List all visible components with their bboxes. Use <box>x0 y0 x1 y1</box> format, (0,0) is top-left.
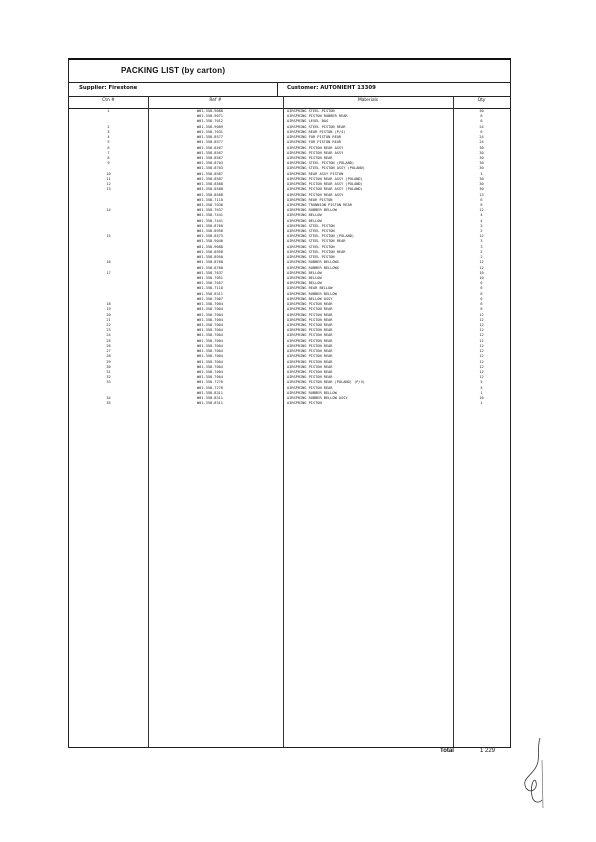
cell-material: AIRSPRING BELLOW <box>287 213 322 218</box>
cell-carton: 28 <box>106 354 111 359</box>
cell-ref: W01-358-8588 <box>197 192 223 197</box>
cell-material: AIRSPRING REAR PISTON (P/4) <box>287 129 346 134</box>
cell-ref: W01-358-7051 <box>197 276 223 280</box>
cell-ref: W01-358-7004 <box>197 375 223 380</box>
cell-qty: 12 <box>479 349 484 354</box>
cell-material: AIRSPRING PISTON REAR <box>287 349 333 354</box>
cell-carton: 30 <box>106 364 111 369</box>
cell-material: AIRSPRING RUBBER BELLOW <box>287 390 337 395</box>
cell-qty: 3 <box>480 244 483 249</box>
cell-ref: W01-358-9088 <box>197 244 223 249</box>
cell-ref: W01-358-7441 <box>197 213 223 218</box>
cell-carton: 10 <box>106 171 111 176</box>
table-body <box>69 109 510 406</box>
cell-ref: W01-358-8311 <box>197 396 223 401</box>
cell-qty: 12 <box>479 333 484 338</box>
cell-ref: W01-358-8311 <box>197 390 223 395</box>
cell-carton: 32 <box>106 375 111 380</box>
cell-ref: W01-358-8567 <box>197 155 223 160</box>
cell-ref: W01-358-9088 <box>197 109 223 113</box>
cell-material: AIRSPRING STEEL PISTON <box>287 229 335 234</box>
cell-ref: W01-358-7441 <box>197 218 223 223</box>
cell-qty: 6 <box>480 307 483 312</box>
cell-qty: 24 <box>479 135 484 140</box>
cell-qty: 12 <box>479 369 484 374</box>
cell-material: AIRSPRING STEEL PISTON <box>287 255 335 260</box>
cell-carton: 8 <box>107 155 110 160</box>
cell-carton: 22 <box>106 322 111 327</box>
document-title: PACKING LIST (by carton) <box>121 66 226 75</box>
cell-ref: W01-358-7004 <box>197 343 223 348</box>
cell-qty: 12 <box>479 208 484 213</box>
cell-qty: 6 <box>480 197 483 202</box>
cell-carton: 4 <box>107 135 110 140</box>
cell-qty: 12 <box>479 265 484 270</box>
signature <box>512 730 552 810</box>
cell-ref: W01-358-8950 <box>197 255 223 260</box>
cell-material: AIRSPRING PISTON REAR ASSY <box>287 150 344 155</box>
cell-qty: 6 <box>480 286 483 291</box>
cell-carton: 34 <box>106 396 111 401</box>
cell-carton: 18 <box>106 302 111 307</box>
cell-material: AIRSPRING STEEL PISTON (POLAND) <box>287 161 355 166</box>
cell-ref: W01-358-7004 <box>197 354 223 359</box>
cell-ref: W01-358-7057 <box>197 281 223 286</box>
total-label: Total <box>440 748 454 754</box>
cell-ref: W01-358-8588 <box>197 182 223 187</box>
cell-ref: W01-358-8567 <box>197 145 223 150</box>
cell-ref: W01-358-7004 <box>197 328 223 333</box>
cell-qty: 5 <box>480 385 483 390</box>
cell-qty: 2 <box>480 249 483 254</box>
cell-qty: 30 <box>479 166 484 171</box>
cell-qty: 30 <box>479 182 484 187</box>
cell-qty: 12 <box>479 343 484 348</box>
cell-material: AIRSPRING PISTON REAR <box>287 312 333 317</box>
cell-ref: W01-358-8577 <box>197 140 223 145</box>
cell-material: AIRSPRING PISTON REAR ASSY (POLAND) <box>287 176 363 181</box>
cell-carton: 19 <box>106 307 111 312</box>
supplier-customer-row <box>69 82 510 97</box>
cell-material: AIRSPRING STEEL PISTON <box>287 223 335 228</box>
cell-carton: 17 <box>106 270 111 275</box>
cell-qty: 1 <box>480 401 483 406</box>
cell-carton: 3 <box>107 129 110 134</box>
cell-qty: 12 <box>479 375 484 380</box>
cell-ref: W01-358-7004 <box>197 364 223 369</box>
cell-ref: W01-358-8311 <box>197 291 223 296</box>
cell-ref: W01-358-7004 <box>197 359 223 364</box>
cell-qty: 12 <box>479 260 484 265</box>
cell-material: AIRSPRING BELLOW ASSY <box>287 296 333 301</box>
cell-qty: 6 <box>480 114 483 119</box>
cell-material: AIRSPRING PISTON RUBBER REAR <box>287 114 348 119</box>
cell-qty: 4 <box>480 218 483 223</box>
cell-qty: 30 <box>479 176 484 181</box>
cell-material: AIRSPRING RUBBER BELLOW ASSY <box>287 396 348 401</box>
cell-qty: 10 <box>479 270 484 275</box>
cell-material: AIRSPRING PISTON REAR <box>287 354 333 359</box>
cell-qty: 2 <box>480 223 483 228</box>
cell-qty: 1 <box>480 171 483 176</box>
header-carton: Ctn # <box>102 98 115 103</box>
cell-carton: 13 <box>106 187 111 192</box>
cell-material: AIRSPRING STEEL PISTON REAR <box>287 249 346 254</box>
header-ref: Ref # <box>209 98 222 103</box>
cell-qty: 12 <box>479 338 484 343</box>
cell-ref: W01-358-8567 <box>197 150 223 155</box>
cell-ref: W01-358-7012 <box>197 119 223 124</box>
cell-material: AIRSPRING PISTON REAR <box>287 307 333 312</box>
cell-qty: 30 <box>479 161 484 166</box>
cell-carton: 16 <box>106 260 111 265</box>
table-header <box>69 96 510 109</box>
title-row <box>69 60 510 83</box>
cell-material: AIRSPRING PISTON REAR <box>287 302 333 307</box>
cell-carton: 31 <box>106 369 111 374</box>
cell-carton: 21 <box>106 317 111 322</box>
cell-qty: 5 <box>480 380 483 385</box>
cell-carton: 6 <box>107 145 110 150</box>
cell-ref: W01-358-7637 <box>197 270 223 275</box>
cell-material: AIRSPRING PISTON REAR ASSY (POLAND) <box>287 187 363 192</box>
cell-material: AIRSPRING PISTON REAR <box>287 155 333 160</box>
cell-material: AIRSPRING STEEL PISTON REAR <box>287 124 346 129</box>
cell-material: AIRSPRING PISTON REAR <box>287 359 333 364</box>
cell-material: AIRSPRING PISTON REAR <box>287 338 333 343</box>
cell-ref: W01-358-7118 <box>197 286 223 291</box>
cell-qty: 24 <box>479 124 484 129</box>
cell-material: AIRSPRING RUBBER BELLOW <box>287 291 337 296</box>
cell-qty: 6 <box>480 291 483 296</box>
cell-qty: 6 <box>480 119 483 124</box>
cell-carton: 33 <box>106 380 111 385</box>
cell-ref: W01-358-7004 <box>197 302 223 307</box>
cell-qty: 12 <box>479 234 484 239</box>
cell-qty: 6 <box>480 302 483 307</box>
cell-material: AIRSPRING BELLOW <box>287 218 322 223</box>
cell-ref: W01-358-7004 <box>197 307 223 312</box>
cell-material: AIRSPRING STEEL PISTON ASSY (POLAND) <box>287 166 365 171</box>
cell-carton: 5 <box>107 140 110 145</box>
total-value: 1 229 <box>480 748 496 754</box>
cell-ref: W01-358-8575 <box>197 234 223 239</box>
cell-ref: W01-358-8703 <box>197 161 223 166</box>
cell-ref: W01-358-7270 <box>197 385 223 390</box>
cell-material: AIRSPRING PISTON REAR <box>287 369 333 374</box>
cell-ref: W01-358-7036 <box>197 202 223 207</box>
cell-material: AIRSPRING PISTON REAR ASSY <box>287 145 344 150</box>
cell-qty: 1 <box>480 390 483 395</box>
cell-material: AIRSPRING FOR PISTON REAR <box>287 140 342 145</box>
cell-carton: 23 <box>106 328 111 333</box>
cell-carton: 20 <box>106 312 111 317</box>
cell-ref: W01-358-7004 <box>197 333 223 338</box>
cell-material: AIRSPRING STEEL PISTON (POLAND) <box>287 234 355 239</box>
cell-material: AIRSPRING PISTON REAR ASSY (POLAND) <box>287 182 363 187</box>
cell-ref: W01-358-7004 <box>197 312 223 317</box>
cell-qty: 30 <box>479 109 484 113</box>
cell-ref: W01-358-7270 <box>197 380 223 385</box>
cell-material: AIRSPRING PISTON REAR <box>287 322 333 327</box>
cell-material: AIRSPRING PISTON REAR <box>287 328 333 333</box>
cell-ref: W01-358-8950 <box>197 229 223 234</box>
cell-material: AIRSPRING STEEL PISTON <box>287 109 335 113</box>
header-qty: Qty <box>477 98 486 103</box>
cell-ref: W01-358-7031 <box>197 129 223 134</box>
cell-ref: W01-358-8768 <box>197 265 223 270</box>
cell-ref: W01-358-7004 <box>197 317 223 322</box>
cell-qty: 13 <box>479 192 484 197</box>
cell-ref: W01-358-7637 <box>197 208 223 213</box>
cell-ref: W01-358-8311 <box>197 401 223 406</box>
cell-ref: W01-358-7118 <box>197 197 223 202</box>
header-material: Materials <box>357 98 379 103</box>
cell-material: AIRSPRING LEVEL BAG <box>287 119 329 124</box>
cell-ref: W01-358-7004 <box>197 369 223 374</box>
cell-qty: 4 <box>480 213 483 218</box>
cell-material: AIRSPRING REAR BELLOW <box>287 286 333 291</box>
cell-qty: 6 <box>480 202 483 207</box>
cell-qty: 12 <box>479 364 484 369</box>
cell-carton: 1 <box>107 109 110 113</box>
cell-ref: W01-358-7007 <box>197 296 223 301</box>
cell-material: AIRSPRING FOR PISTON REAR <box>287 135 342 140</box>
cell-ref: W01-358-8587 <box>197 176 223 181</box>
cell-qty: 12 <box>479 359 484 364</box>
table-row <box>69 401 510 406</box>
cell-carton: 7 <box>107 150 110 155</box>
cell-qty: 2 <box>480 229 483 234</box>
cell-material: AIRSPRING STEEL PISTON REAR <box>287 239 346 244</box>
cell-ref: W01-358-9071 <box>197 114 223 119</box>
cell-qty: 30 <box>479 155 484 160</box>
cell-carton: 14 <box>106 208 111 213</box>
cell-qty: 3 <box>480 239 483 244</box>
cell-qty: 6 <box>480 129 483 134</box>
cell-qty: 24 <box>479 140 484 145</box>
cell-material: AIRSPRING BELLOW <box>287 281 322 286</box>
cell-ref: W01-358-8768 <box>197 260 223 265</box>
cell-carton: 12 <box>106 182 111 187</box>
cell-material: AIRSPRING RUBBER BELLOWS <box>287 260 339 265</box>
cell-carton: 27 <box>106 349 111 354</box>
cell-material: AIRSPRING TRUNNION PISTON REAR <box>287 202 352 207</box>
cell-material: AIRSPRING STEEL PISTON <box>287 244 335 249</box>
cell-material: AIRSPRING PISTON REAR (POLAND) (P/4) <box>287 380 365 385</box>
cell-carton: 2 <box>107 124 110 129</box>
cell-ref: W01-358-8588 <box>197 187 223 192</box>
cell-qty: 30 <box>479 150 484 155</box>
cell-ref: W01-358-7004 <box>197 322 223 327</box>
supplier-label: Supplier: Firestone <box>79 85 138 91</box>
cell-carton: 24 <box>106 333 111 338</box>
customer-label: Customer: AUTONIEHT 13309 <box>287 85 376 91</box>
cell-qty: 12 <box>479 354 484 359</box>
cell-material: AIRSPRING PISTON REAR <box>287 364 333 369</box>
cell-carton: 29 <box>106 359 111 364</box>
cell-ref: W01-358-8703 <box>197 166 223 171</box>
cell-material: AIRSPRING RUBBER BELLOWS <box>287 265 339 270</box>
cell-qty: 6 <box>480 281 483 286</box>
cell-material: AIRSPRING RUBBER BELLOW <box>287 208 337 213</box>
cell-ref: W01-358-7004 <box>197 349 223 354</box>
cell-qty: 30 <box>479 187 484 192</box>
cell-material: AIRSPRING REAR PISTON <box>287 197 333 202</box>
cell-material: AIRSPRING PISTON REAR <box>287 375 333 380</box>
cell-ref: W01-358-8587 <box>197 171 223 176</box>
cell-material: AIRSPRING REAR ASSY PISTON <box>287 171 344 176</box>
cell-qty: 12 <box>479 317 484 322</box>
cell-qty: 12 <box>479 322 484 327</box>
cell-material: AIRSPRING PISTON REAR <box>287 385 333 390</box>
cell-qty: 12 <box>479 312 484 317</box>
cell-carton: 11 <box>106 176 111 181</box>
info-divider <box>277 82 278 96</box>
cell-qty: 10 <box>479 396 484 401</box>
cell-ref: W01-358-7004 <box>197 338 223 343</box>
cell-ref: W01-358-8760 <box>197 223 223 228</box>
cell-carton: 25 <box>106 338 111 343</box>
cell-carton: 15 <box>106 234 111 239</box>
cell-ref: W01-358-9040 <box>197 239 223 244</box>
packing-list-sheet <box>68 58 511 748</box>
cell-carton: 26 <box>106 343 111 348</box>
cell-qty: 12 <box>479 328 484 333</box>
cell-qty: 30 <box>479 145 484 150</box>
cell-carton: 9 <box>107 161 110 166</box>
cell-material: AIRSPRING BELLOW <box>287 276 322 280</box>
cell-ref: W01-358-8950 <box>197 249 223 254</box>
cell-material: AIRSPRING BELLOW <box>287 270 322 275</box>
cell-material: AIRSPRING PISTON REAR <box>287 343 333 348</box>
cell-material: AIRSPRING PISTON <box>287 401 322 406</box>
cell-qty: 10 <box>479 276 484 280</box>
cell-qty: 2 <box>480 255 483 260</box>
cell-ref: W01-358-9089 <box>197 124 223 129</box>
cell-material: AIRSPRING PISTON REAR <box>287 333 333 338</box>
cell-qty: 6 <box>480 296 483 301</box>
cell-carton: 35 <box>106 401 111 406</box>
cell-material: AIRSPRING PISTON REAR ASSY <box>287 192 344 197</box>
cell-material: AIRSPRING PISTON REAR <box>287 317 333 322</box>
cell-ref: W01-358-8577 <box>197 135 223 140</box>
